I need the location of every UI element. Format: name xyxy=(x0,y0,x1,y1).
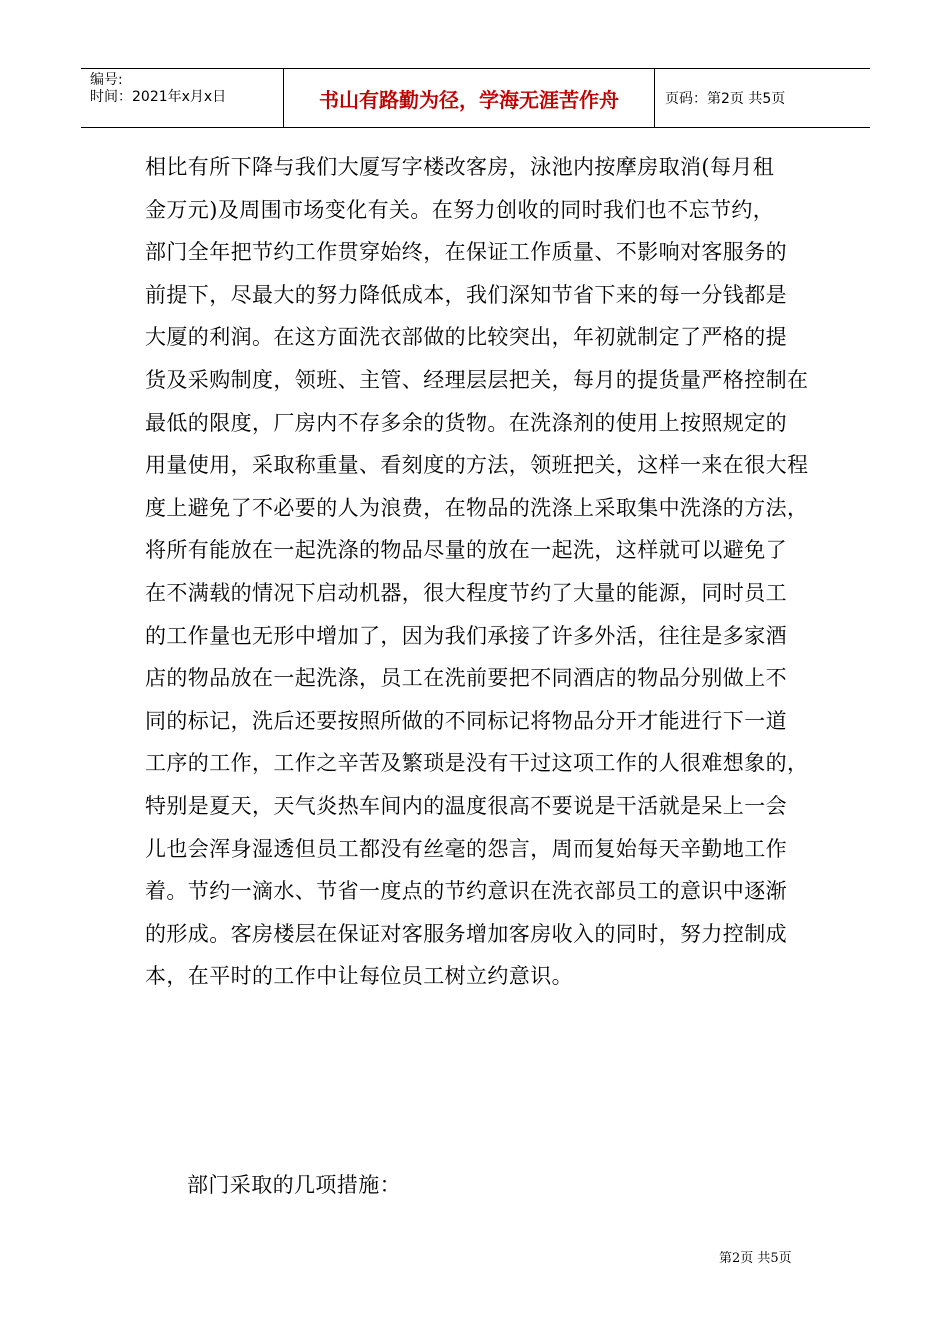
paragraph-line: 将所有能放在一起洗涤的物品尽量的放在一起洗，这样就可以避免了 xyxy=(145,538,787,563)
paragraph-line: 着。节约一滴水、节省一度点的节约意识在洗衣部员工的意识中逐渐 xyxy=(145,879,787,904)
footer-page-number: 第2页 共5页 xyxy=(719,1251,792,1266)
paragraph-line: 大厦的利润。在这方面洗衣部做的比较突出，年初就制定了严格的提 xyxy=(145,325,787,350)
document-date-label: 时间：2021年x月x日 xyxy=(90,89,227,105)
paragraph-line: 度上避免了不必要的人为浪费，在物品的洗涤上采取集中洗涤的方法， xyxy=(145,495,809,520)
document-header xyxy=(81,68,870,128)
document-number-label: 编号: xyxy=(90,72,123,88)
paragraph-line: 金万元)及周围市场变化有关。在努力创收的同时我们也不忘节约， xyxy=(145,197,775,222)
header-meta-cell xyxy=(81,69,284,127)
paragraph-line: 儿也会浑身湿透但员工都没有丝毫的怨言，周而复始每天辛勤地工作 xyxy=(145,836,787,861)
paragraph-line: 店的物品放在一起洗涤，员工在洗前要把不同酒店的物品分别做上不 xyxy=(145,666,787,691)
paragraph-line: 的工作量也无形中增加了，因为我们承接了许多外活，往往是多家酒 xyxy=(145,623,787,648)
paragraph-line: 的形成。客房楼层在保证对客服务增加客房收入的同时，努力控制成 xyxy=(145,921,787,946)
paragraph-line: 特别是夏天，天气炎热车间内的温度很高不要说是干活就是呆上一会 xyxy=(145,793,787,818)
header-page-number: 页码：第2页 共5页 xyxy=(665,91,786,107)
paragraph-line: 用量使用，采取称重量、看刻度的方法，领班把关，这样一来在很大程 xyxy=(145,453,809,478)
paragraph-line: 相比有所下降与我们大厦写字楼改客房，泳池内按摩房取消(每月租 xyxy=(145,155,775,179)
body-paragraph xyxy=(145,146,810,998)
header-page-cell xyxy=(655,69,870,127)
header-motto-cell xyxy=(284,69,655,127)
header-motto: 书山有路勤为径，学海无涯苦作舟 xyxy=(319,87,619,112)
paragraph-line: 部门全年把节约工作贯穿始终，在保证工作质量、不影响对客服务的 xyxy=(145,240,787,265)
paragraph-line: 货及采购制度，领班、主管、经理层层把关，每月的提货量严格控制在 xyxy=(145,367,809,392)
paragraph-line: 最低的限度，厂房内不存多余的货物。在洗涤剂的使用上按照规定的 xyxy=(145,410,787,435)
paragraph-line: 在不满载的情况下启动机器，很大程度节约了大量的能源，同时员工 xyxy=(145,580,787,605)
paragraph-line: 工序的工作，工作之辛苦及繁琐是没有干过这项工作的人很难想象的， xyxy=(145,751,809,776)
paragraph-line: 前提下，尽最大的努力降低成本，我们深知节省下来的每一分钱都是 xyxy=(145,282,787,307)
section-subheading: 部门采取的几项措施： xyxy=(187,1173,401,1197)
paragraph-line: 同的标记，洗后还要按照所做的不同标记将物品分开才能进行下一道 xyxy=(145,708,787,733)
paragraph-line: 本，在平时的工作中让每位员工树立约意识。 xyxy=(145,964,573,989)
